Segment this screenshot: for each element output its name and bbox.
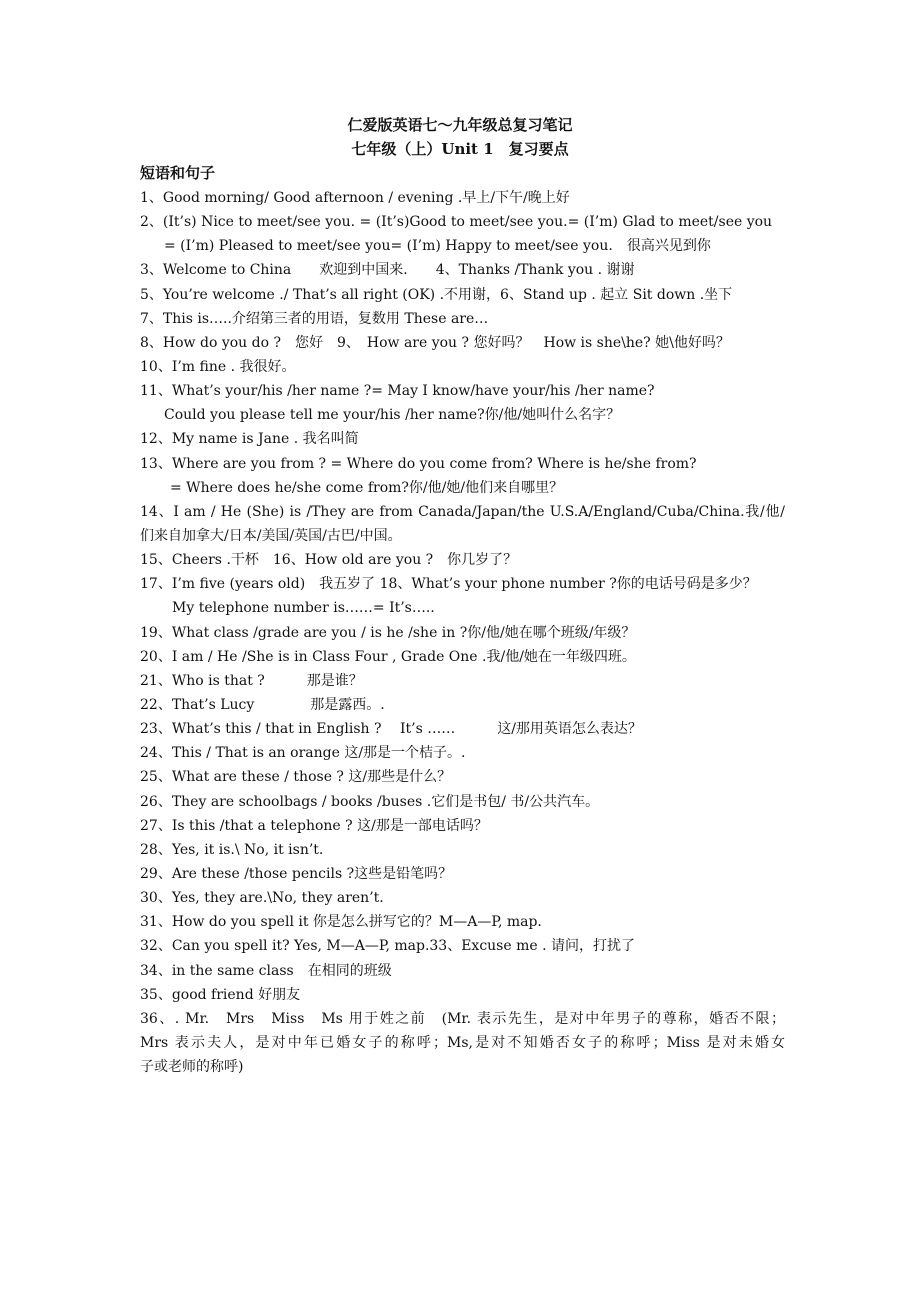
- note-line: 8、How do you do ? 您好 9、 How are you ? 您好吗？ How is she\he? 她\他好吗？: [140, 334, 730, 351]
- note-line: 22、That’s Lucy 那是露西。.: [140, 696, 385, 713]
- note-line: 26、They are schoolbags / books /buses .它们是书包/ 书/公共汽车。: [140, 793, 600, 810]
- note-line: Mrs 表示夫人，是对中年已婚女子的称呼；Ms,是对不知婚否女子的称呼；Miss 是对未婚女: [140, 1034, 785, 1051]
- note-line: 7、This is…..介绍第三者的用语，复数用 These are…: [140, 310, 489, 327]
- note-line: 30、Yes, they are.\No, they aren’t.: [140, 890, 384, 907]
- note-line: 27、Is this /that a telephone ? 这/那是一部电话吗？: [140, 817, 488, 834]
- note-line: 12、My name is Jane . 我名叫简: [140, 431, 359, 448]
- note-line: 24、This / That is an orange 这/那是一个桔子。.: [140, 745, 466, 762]
- note-line: = Where does he/she come from?你/他/她/他们来自哪里？: [170, 479, 564, 496]
- note-line: 19、What class /grade are you / is he /she in ?你/他/她在哪个班级/年级？: [140, 624, 636, 641]
- note-line: 14、I am / He (She) is /They are from Canada/Japan/the U.S.A/England/Cuba/China.我/他/: [140, 503, 785, 520]
- note-line: 20、I am / He /She is in Class Four , Grade One .我/他/她在一年级四班。: [140, 648, 636, 665]
- note-line: 32、Can you spell it? Yes, M—A—P, map.33、Excuse me . 请问，打扰了: [140, 938, 636, 955]
- notes-list: [140, 186, 785, 1079]
- note-line: 5、You’re welcome ./ That’s all right (OK) .不用谢，6、Stand up . 起立 Sit down .坐下: [140, 286, 733, 303]
- note-line: 34、in the same class 在相同的班级: [140, 962, 392, 979]
- note-line: 17、I’m five (years old) 我五岁了 18、What’s your phone number ?你的电话号码是多少？: [140, 576, 757, 593]
- note-line: 21、Who is that ? 那是谁？: [140, 672, 363, 689]
- note-line: 子或老师的称呼): [140, 1059, 244, 1076]
- note-line: Could you please tell me your/his /her name?你/他/她叫什么名字？: [164, 407, 621, 424]
- note-line: 3、Welcome to China 欢迎到中国来. 4、Thanks /Thank you . 谢谢: [140, 262, 635, 279]
- note-line: 23、What’s this / that in English ? It’s …… 这/那用英语怎么表达？: [140, 721, 642, 738]
- note-line: 13、Where are you from ? = Where do you come from? Where is he/she from?: [140, 455, 697, 472]
- note-line: 35、good friend 好朋友: [140, 986, 301, 1003]
- note-line: My telephone number is……= It’s…..: [172, 600, 435, 617]
- note-line: 28、Yes, it is.\ No, it isn’t.: [140, 841, 324, 858]
- note-line: 1、Good morning/ Good afternoon / evening .早上/下午/晚上好: [140, 190, 570, 206]
- note-line: 10、I’m fine . 我很好。: [140, 358, 296, 375]
- note-line: = (I’m) Pleased to meet/see you= (I’m) Happy to meet/see you. 很高兴见到你: [164, 238, 711, 255]
- document-title: 仁爱版英语七～九年级总复习笔记: [347, 116, 573, 134]
- note-line: 25、What are these / those ? 这/那些是什么？: [140, 769, 452, 786]
- note-line: 36、. Mr. Mrs Miss Ms 用于姓之前 (Mr. 表示先生，是对中年男子的尊称，婚否不限；: [140, 1010, 785, 1027]
- note-line: 31、How do you spell it 你是怎么拼写它的？M—A—P, map.: [140, 914, 542, 931]
- note-line: 们来自加拿大/日本/美国/英国/古巴/中国。: [140, 527, 402, 544]
- document-subtitle: 七年级（上）Unit 1 复习要点: [351, 140, 569, 158]
- note-line: 29、Are these /those pencils ?这些是铅笔吗？: [140, 865, 453, 882]
- note-line: 15、Cheers .干杯 16、How old are you ? 你几岁了？: [140, 552, 518, 569]
- note-line: 2、(It’s) Nice to meet/see you. = (It’s)Good to meet/see you.= (I’m) Glad to meet/see you: [140, 214, 773, 231]
- section-heading: 短语和句子: [140, 164, 216, 182]
- note-line: 11、What’s your/his /her name ?= May I know/have your/his /her name?: [140, 383, 655, 400]
